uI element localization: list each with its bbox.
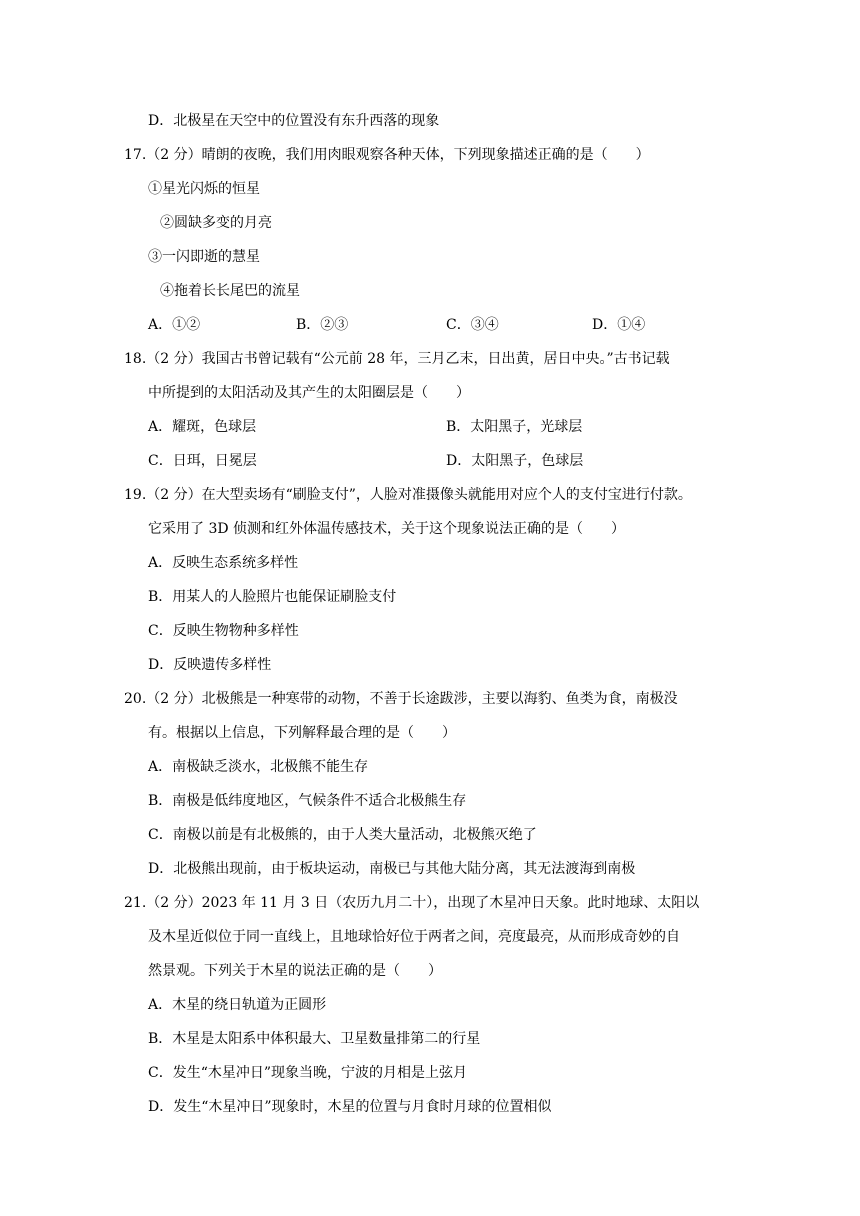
q21-option-b: B．木星是太阳系中体积最大、卫星数量排第二的行星 (148, 1031, 481, 1047)
q19-option-a: A．反映生态系统多样性 (148, 555, 299, 571)
q20-option-d: D．北极熊出现前，由于板块运动，南极已与其他大陆分离，其无法渡海到南极 (148, 861, 636, 877)
q19-option-b: B．用某人的人脸照片也能保证刷脸支付 (148, 589, 397, 605)
q17-item-2: ②圆缺多变的月亮 (160, 215, 272, 231)
q21-stem-line3: 然景观。下列关于木星的说法正确的是（ ） (148, 963, 442, 979)
q17-option-b: B．②③ (296, 317, 349, 333)
q18-stem-line1: 18.（2 分）我国古书曾记载有“公元前 28 年，三月乙末，日出黄，居日中央。”古书记载 (124, 351, 670, 367)
q17-item-1: ①星光闪烁的恒星 (148, 181, 260, 197)
q16-option-d: D．北极星在天空中的位置没有东升西落的现象 (148, 113, 440, 129)
q20-stem-line1: 20.（2 分）北极熊是一种寒带的动物，不善于长途跋涉，主要以海豹、鱼类为食，南极没 (124, 691, 678, 707)
q21-option-a: A．木星的绕日轨道为正圆形 (148, 997, 327, 1013)
q18-option-a: A．耀斑，色球层 (148, 419, 257, 435)
q17-option-d: D．①④ (592, 317, 646, 333)
q17-stem: 17.（2 分）晴朗的夜晚，我们用肉眼观察各种天体，下列现象描述正确的是（ ） (124, 147, 650, 163)
q17-option-c: C．③④ (446, 317, 499, 333)
q18-stem-line2: 中所提到的太阳活动及其产生的太阳圈层是（ ） (148, 385, 470, 401)
q20-option-c: C．南极以前是有北极熊的，由于人类大量活动，北极熊灭绝了 (148, 827, 537, 843)
q19-stem-line2: 它采用了 3D 侦测和红外体温传感技术，关于这个现象说法正确的是（ ） (148, 521, 626, 537)
q21-option-d: D．发生“木星冲日”现象时，木星的位置与月食时月球的位置相似 (148, 1099, 552, 1115)
q21-option-c: C．发生“木星冲日”现象当晚，宁波的月相是上弦月 (148, 1065, 468, 1081)
q17-item-3: ③一闪即逝的慧星 (148, 249, 260, 265)
q20-option-a: A．南极缺乏淡水，北极熊不能生存 (148, 759, 369, 775)
q20-stem-line2: 有。根据以上信息，下列解释最合理的是（ ） (148, 725, 456, 741)
q19-option-d: D．反映遗传多样性 (148, 657, 272, 673)
q19-stem-line1: 19.（2 分）在大型卖场有“刷脸支付”，人脸对准摄像头就能用对应个人的支付宝进行付款。 (124, 487, 692, 503)
q17-option-a: A．①② (148, 317, 201, 333)
q18-option-b: B．太阳黑子，光球层 (446, 419, 583, 435)
q18-option-d: D．太阳黑子，色球层 (446, 453, 584, 469)
q19-option-c: C．反映生物物种多样性 (148, 623, 299, 639)
q17-item-4: ④拖着长长尾巴的流星 (160, 283, 300, 299)
q21-stem-line1: 21.（2 分）2023 年 11 月 3 日（农历九月二十），出现了木星冲日天象。此时地球、太阳以 (124, 895, 700, 911)
q21-stem-line2: 及木星近似位于同一直线上，且地球恰好位于两者之间，亮度最亮，从而形成奇妙的自 (148, 929, 680, 945)
q20-option-b: B．南极是低纬度地区，气候条件不适合北极熊生存 (148, 793, 467, 809)
q18-option-c: C．日珥，日冕层 (148, 453, 257, 469)
